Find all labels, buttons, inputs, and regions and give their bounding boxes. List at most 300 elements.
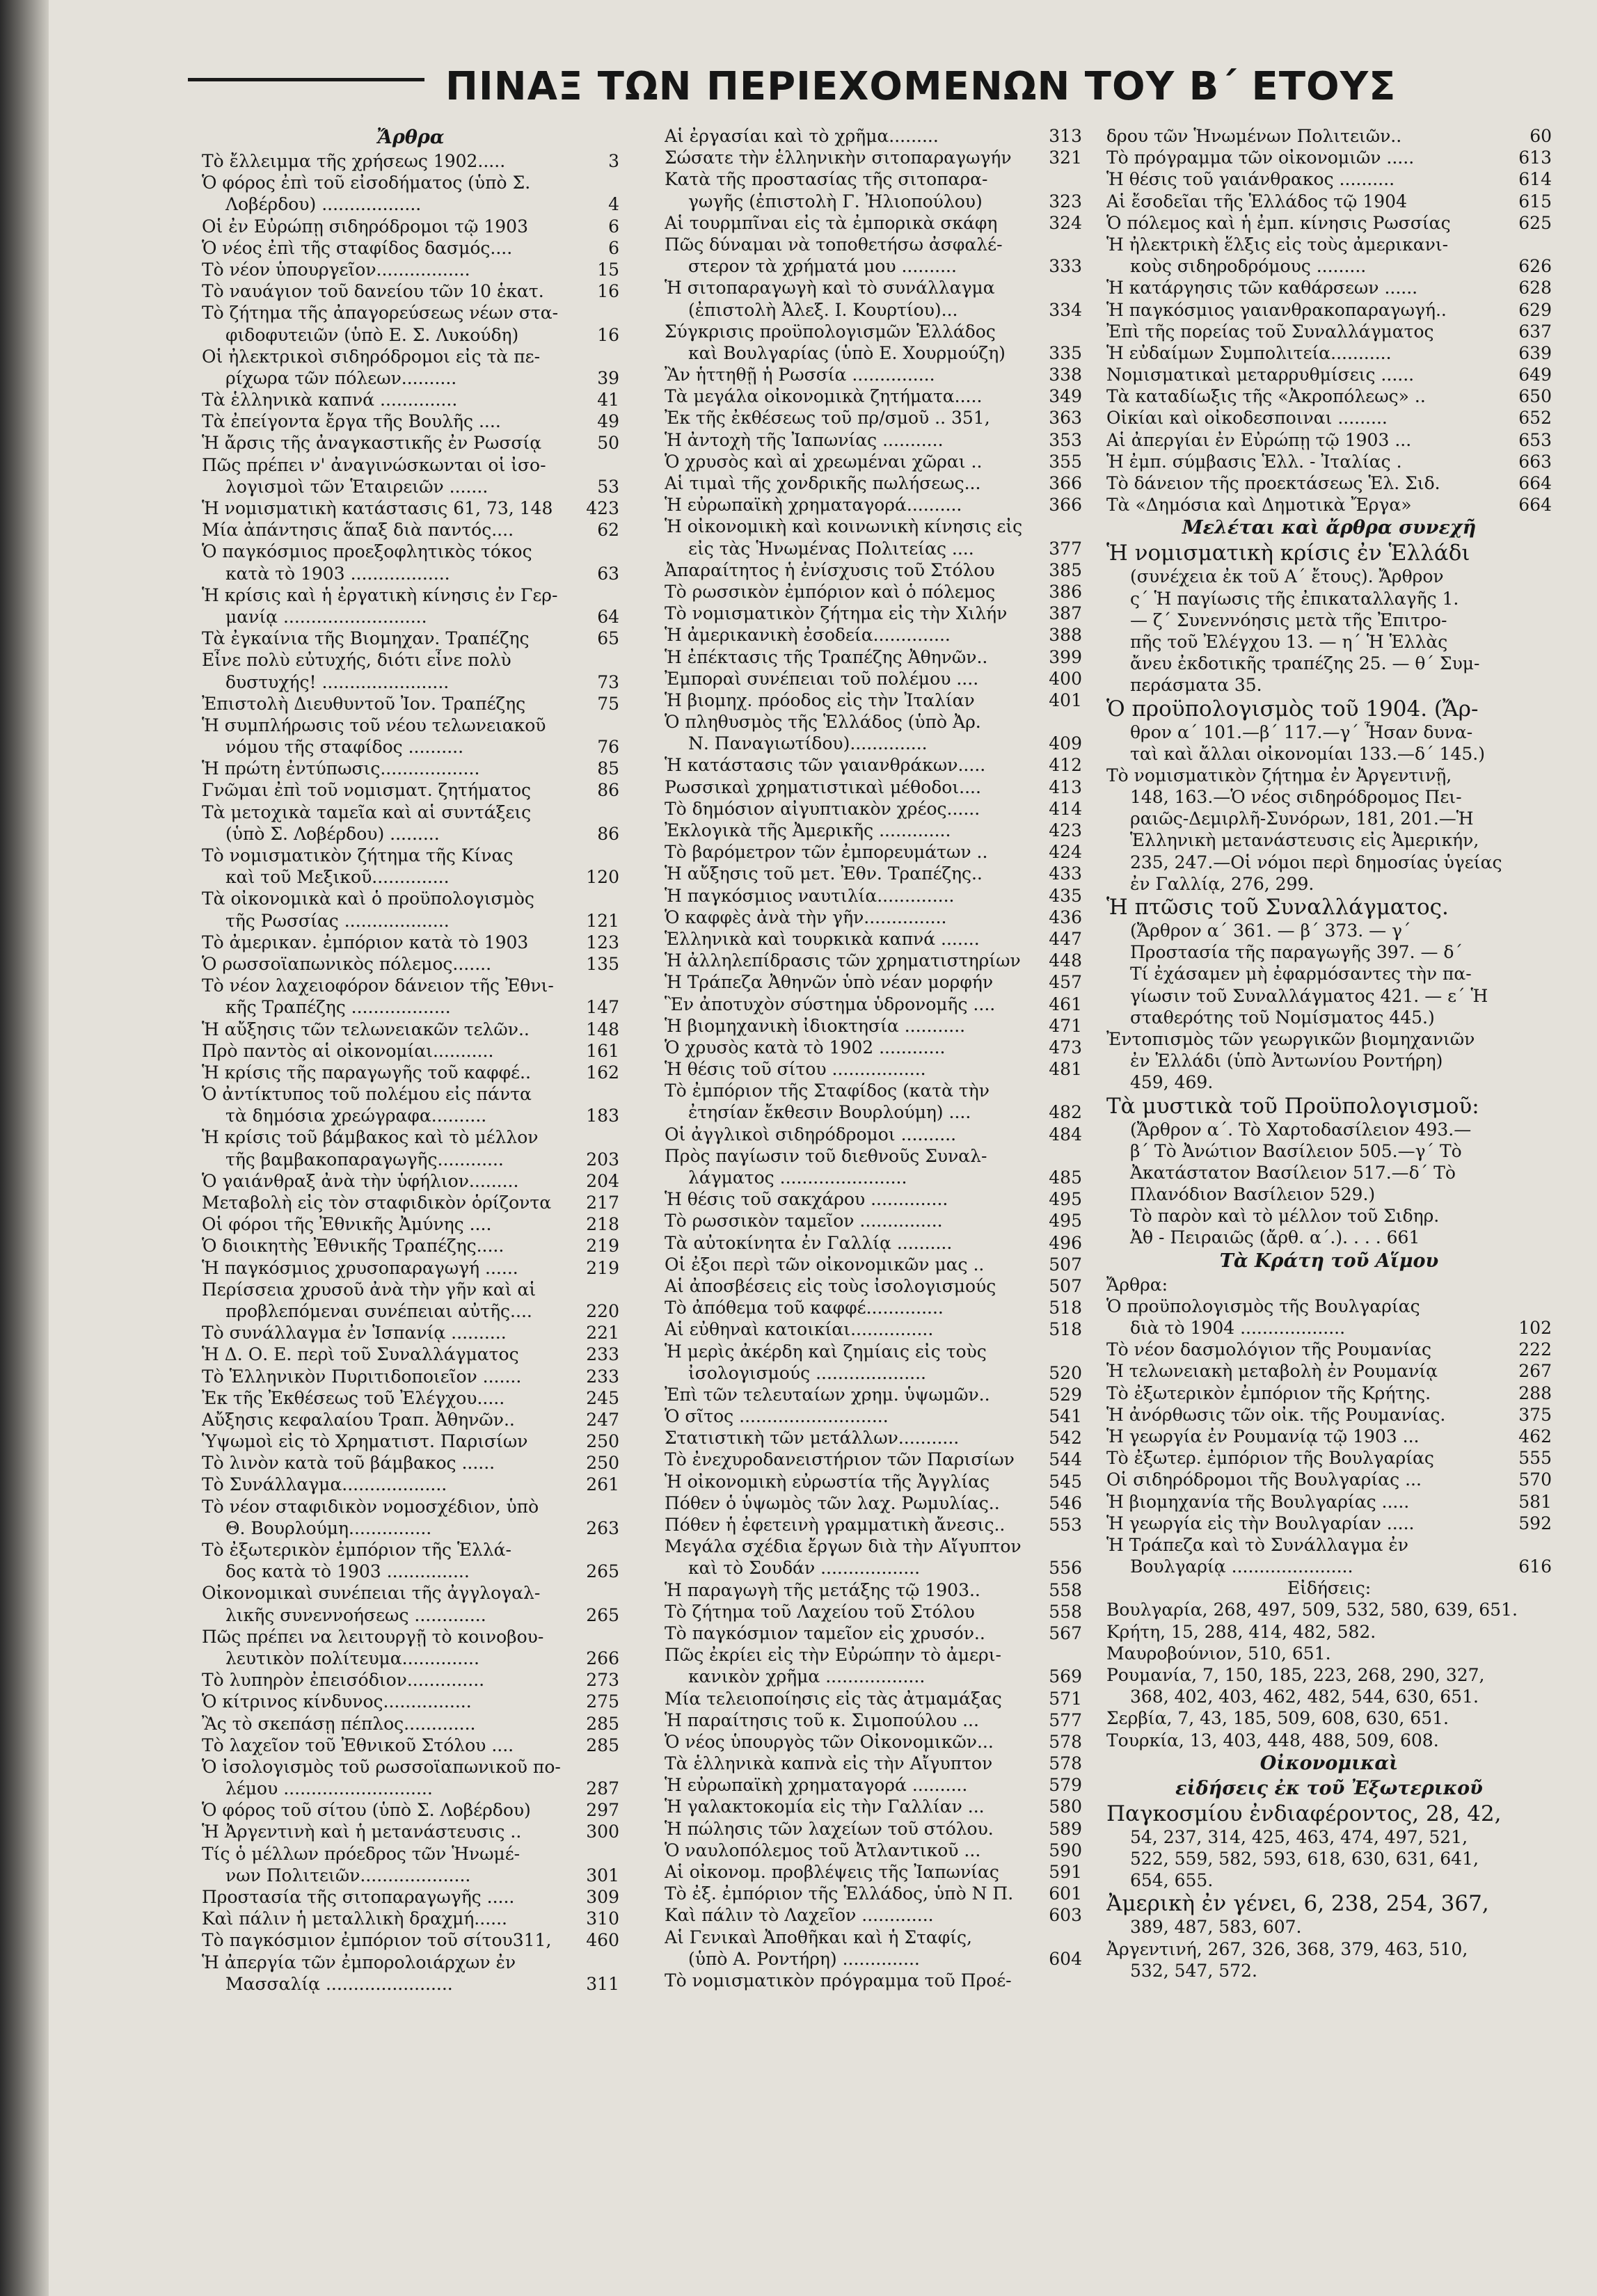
entry-title: Ἡ βιομηχανία τῆς Βουλγαρίας ..... bbox=[1106, 1491, 1410, 1512]
entry-title: Ὁ ἰσολογισμὸς τοῦ ρωσσοϊαπωνικοῦ πο- bbox=[202, 1756, 561, 1777]
entry-page: 581 bbox=[1518, 1491, 1552, 1512]
entry-page: 287 bbox=[586, 1778, 619, 1799]
toc-entry bbox=[202, 1865, 619, 1886]
entry-title: Ἀπαραίτητος ἡ ἐνίσχυσις τοῦ Στόλου bbox=[665, 559, 995, 580]
text-line: Τὸ νομισματικὸν ζήτημα ἐν Ἀργεντινῇ, bbox=[1106, 765, 1452, 786]
toc-entry bbox=[665, 1883, 1082, 1904]
toc-list-col3 bbox=[1106, 125, 1552, 516]
toc-entry bbox=[202, 715, 619, 736]
toc-entry bbox=[202, 1409, 619, 1430]
toc-entry bbox=[202, 193, 619, 215]
entry-page: 401 bbox=[1049, 689, 1082, 710]
toc-entry bbox=[202, 1908, 619, 1929]
toc-entry bbox=[665, 1384, 1082, 1405]
entry-title: Ἡ τελωνειακὴ μεταβολὴ ἐν Ρουμανίᾳ bbox=[1106, 1361, 1438, 1382]
toc-entry bbox=[202, 802, 619, 823]
entry-title: Τὸ νομισματικὸν πρόγραμμα τοῦ Προέ- bbox=[665, 1970, 1012, 1991]
entry-page: 447 bbox=[1049, 928, 1082, 949]
entry-title: Ἡ ἀντοχὴ τῆς Ἰαπωνίας ........... bbox=[665, 429, 944, 450]
text-line: Ἐντοπισμὸς τῶν γεωργικῶν βιομηχανιῶν bbox=[1106, 1028, 1475, 1049]
entry-page: 507 bbox=[1049, 1275, 1082, 1296]
toc-entry bbox=[665, 407, 1082, 429]
entry-title: Τὰ «Δημόσια καὶ Δημοτικὰ Ἔργα» bbox=[1106, 495, 1412, 516]
toc-entry bbox=[665, 234, 1082, 255]
entry-page: 604 bbox=[1049, 1948, 1082, 1969]
entry-title: Ὁ νέος ὑπουργὸς τῶν Οἰκονομικῶν... bbox=[665, 1731, 994, 1752]
toc-entry bbox=[1106, 472, 1552, 494]
text-line: Ἀργεντινή, 267, 326, 368, 379, 463, 510, bbox=[1106, 1938, 1468, 1959]
entry-page: 6 bbox=[608, 237, 619, 258]
entry-page: 204 bbox=[586, 1170, 619, 1191]
entry-page: 53 bbox=[597, 476, 619, 497]
entry-page: 471 bbox=[1049, 1015, 1082, 1036]
entry-title: Προστασία τῆς σιτοπαραγωγῆς ..... bbox=[202, 1887, 515, 1907]
toc-entry bbox=[202, 1539, 619, 1561]
entry-title: Οἱ ἐν Εὐρώπῃ σιδηρόδρομοι τῷ 1903 bbox=[202, 216, 528, 237]
text-line: Τουρκία, 13, 403, 448, 488, 509, 608. bbox=[1106, 1730, 1439, 1751]
entry-title: Ἡ κατάστασις τῶν γαιανθράκων..... bbox=[665, 755, 986, 776]
entry-title: Ὁ φόρος ἐπὶ τοῦ εἰσοδήματος (ὑπὸ Σ. bbox=[202, 173, 531, 193]
toc-entry bbox=[665, 1101, 1082, 1123]
toc-entry bbox=[1106, 168, 1552, 190]
entry-page: 353 bbox=[1049, 429, 1082, 450]
entry-page: 285 bbox=[586, 1713, 619, 1734]
toc-entry bbox=[1106, 1296, 1552, 1317]
entry-title: νων Πολιτειῶν.................... bbox=[225, 1865, 471, 1886]
text-line: περάσματα 35. bbox=[1130, 675, 1262, 696]
toc-entry bbox=[1106, 1426, 1552, 1447]
toc-entry bbox=[665, 125, 1082, 147]
toc-entry bbox=[1106, 1317, 1552, 1339]
entry-page: 288 bbox=[1518, 1382, 1552, 1403]
toc-entry bbox=[1106, 1556, 1552, 1577]
entry-title: Τὸ παγκόσμιον ταμεῖον εἰς χρυσόν.. bbox=[665, 1623, 985, 1643]
toc-entry bbox=[202, 1626, 619, 1648]
entry-page: 60 bbox=[1530, 126, 1552, 146]
entry-title: Αἱ εὐθηναὶ κατοικίαι............... bbox=[665, 1319, 934, 1340]
entry-page: 461 bbox=[1049, 994, 1082, 1014]
entry-title: καὶ Βουλγαρίας (ὑπὸ Ε. Χουρμούζη) bbox=[688, 342, 1006, 363]
toc-entry bbox=[1106, 147, 1552, 168]
entry-page: 664 bbox=[1518, 473, 1552, 493]
text-line: ἄνευ ἐκδοτικῆς τραπέζης 25. — θ΄ Συμ- bbox=[1130, 653, 1480, 674]
entry-title: Ἡ πρώτη ἐντύπωσις.................. bbox=[202, 758, 480, 779]
entry-title: Αὔξησις κεφαλαίου Τραπ. Ἀθηνῶν.. bbox=[202, 1409, 515, 1430]
entry-page: 495 bbox=[1049, 1211, 1082, 1231]
entry-title: Ἐπὶ τῶν τελευταίων χρημ. ὑψωμῶν.. bbox=[665, 1384, 990, 1405]
entry-title: Τὸ ἐμπόριον τῆς Σταφίδος (κατὰ τὴν bbox=[665, 1081, 990, 1101]
entry-page: 63 bbox=[597, 563, 619, 584]
text-line: Μαυροβούνιον, 510, 651. bbox=[1106, 1643, 1331, 1664]
toc-entry bbox=[665, 950, 1082, 971]
entry-page: 435 bbox=[1049, 885, 1082, 906]
entry-title: Ἡ ἄρσις τῆς ἀναγκαστικῆς ἐν Ρωσσίᾳ bbox=[202, 433, 542, 454]
balkans-list bbox=[1106, 1296, 1552, 1577]
entry-title: Αἱ οἰκονομ. προβλέψεις τῆς Ἰαπωνίας bbox=[665, 1862, 999, 1882]
entry-title: Τὸ ρωσσικὸν ταμεῖον ............... bbox=[665, 1211, 943, 1231]
toc-entry bbox=[665, 1731, 1082, 1753]
entry-page: 626 bbox=[1518, 256, 1552, 277]
entry-page: 65 bbox=[597, 628, 619, 649]
entry-title: Μασσαλίᾳ ....................... bbox=[225, 1973, 453, 1994]
text-line: Ἡ νομισματικὴ κρίσις ἐν Ἑλλάδι bbox=[1106, 541, 1470, 566]
entry-page: 433 bbox=[1049, 863, 1082, 884]
toc-entry bbox=[1106, 1513, 1552, 1534]
toc-entry bbox=[202, 1799, 619, 1821]
entry-page: 664 bbox=[1518, 495, 1552, 516]
entry-title: Ἡ ἀλληλεπίδρασις τῶν χρηματιστηρίων bbox=[665, 950, 1021, 971]
toc-entry bbox=[1106, 407, 1552, 429]
entry-page: 555 bbox=[1518, 1448, 1552, 1469]
text-line: Ἀκατάστατον Βασίλειον 517.—δ΄ Τὸ bbox=[1130, 1162, 1456, 1183]
entry-title: Τὰ αὐτοκίνητα ἐν Γαλλίᾳ .......... bbox=[665, 1232, 953, 1253]
entry-page: 462 bbox=[1518, 1426, 1552, 1446]
toc-entry bbox=[665, 1080, 1082, 1101]
entry-page: 400 bbox=[1049, 668, 1082, 689]
toc-entry bbox=[202, 1040, 619, 1062]
text-line: 522, 559, 582, 593, 618, 630, 631, 641, bbox=[1130, 1848, 1479, 1869]
toc-entry bbox=[665, 1362, 1082, 1384]
text-line: ταὶ καὶ ἄλλαι οἰκονομίαι 133.—δ΄ 145.) bbox=[1130, 743, 1485, 764]
toc-entry bbox=[202, 758, 619, 779]
entry-title: Ἡ αὔξησις τοῦ μετ. Ἐθν. Τραπέζης.. bbox=[665, 863, 983, 884]
economic-news-list bbox=[1106, 1801, 1552, 1982]
toc-entry bbox=[202, 1952, 619, 1973]
entry-title: Αἱ ἀποσβέσεις εἰς τοὺς ἰσολογισμούς bbox=[665, 1275, 996, 1296]
entry-page: 265 bbox=[586, 1604, 619, 1625]
entry-page: 16 bbox=[597, 324, 619, 345]
entry-page: 355 bbox=[1049, 451, 1082, 472]
entry-page: 73 bbox=[597, 671, 619, 692]
toc-entry bbox=[665, 1536, 1082, 1557]
entry-title: Περίσσεια χρυσοῦ ἀνὰ τὴν γῆν καὶ αἱ bbox=[202, 1279, 537, 1300]
toc-entry bbox=[202, 1561, 619, 1582]
toc-entry bbox=[665, 1579, 1082, 1601]
entry-title: Οἱ σιδηρόδρομοι τῆς Βουλγαρίας ... bbox=[1106, 1469, 1422, 1490]
entry-page: 221 bbox=[586, 1323, 619, 1344]
entry-page: 601 bbox=[1049, 1883, 1082, 1904]
entry-page: 590 bbox=[1049, 1840, 1082, 1860]
entry-page: 261 bbox=[586, 1474, 619, 1495]
entry-page: 386 bbox=[1049, 581, 1082, 602]
entry-title: Ἡ γαλακτοκομία εἰς τὴν Γαλλίαν ... bbox=[665, 1796, 985, 1817]
entry-title: Ἡ γεωργία ἐν Ρουμανίᾳ τῷ 1903 ... bbox=[1106, 1426, 1420, 1446]
toc-entry bbox=[202, 497, 619, 519]
toc-entry bbox=[665, 1514, 1082, 1536]
toc-entry bbox=[202, 1149, 619, 1170]
entry-title: Μία ἀπάντησις ἅπαξ διὰ παντός.... bbox=[202, 520, 514, 541]
toc-entry bbox=[665, 1058, 1082, 1080]
toc-entry bbox=[1106, 451, 1552, 472]
entry-title: Πῶς πρέπει ν' ἀναγινώσκωνται οἱ ἰσο- bbox=[202, 454, 546, 475]
entry-page: 309 bbox=[586, 1887, 619, 1907]
toc-entry bbox=[665, 1015, 1082, 1037]
text-line: ἐν Γαλλίᾳ, 276, 299. bbox=[1130, 873, 1314, 894]
toc-entry bbox=[665, 1297, 1082, 1318]
entry-page: 482 bbox=[1049, 1102, 1082, 1123]
entry-title: Ἡ κρίσις τοῦ βάμβακος καὶ τὸ μέλλον bbox=[202, 1127, 539, 1148]
toc-entry bbox=[665, 1688, 1082, 1709]
entry-page: 485 bbox=[1049, 1167, 1082, 1188]
entry-title: δος κατὰ τὸ 1903 ............... bbox=[225, 1561, 470, 1582]
entry-page: 300 bbox=[586, 1821, 619, 1842]
entry-title: κοὺς σιδηροδρόμους ......... bbox=[1130, 256, 1367, 277]
toc-entry bbox=[202, 1886, 619, 1908]
entry-title: Μεγάλα σχέδια ἔργων διὰ τὴν Αἴγυπτον bbox=[665, 1536, 1022, 1557]
entry-page: 589 bbox=[1049, 1818, 1082, 1839]
toc-entry bbox=[665, 516, 1082, 537]
entry-page: 616 bbox=[1518, 1556, 1552, 1577]
entry-title: Ὁ χρυσὸς καὶ αἱ χρεωμέναι χῶραι .. bbox=[665, 451, 983, 472]
toc-entry bbox=[665, 321, 1082, 342]
entry-page: 460 bbox=[586, 1930, 619, 1951]
entry-page: 218 bbox=[586, 1214, 619, 1235]
toc-entry bbox=[665, 928, 1082, 950]
toc-entry bbox=[665, 820, 1082, 841]
entry-title: καὶ τοῦ Μεξικοῦ.............. bbox=[225, 867, 450, 888]
entry-title: Ἡ παγκόσμιος ναυτιλία.............. bbox=[665, 885, 955, 906]
entry-title: Ὁ χρυσὸς κατὰ τὸ 1902 ............ bbox=[665, 1037, 946, 1058]
toc-entry bbox=[665, 1948, 1082, 1970]
toc-entry bbox=[665, 1318, 1082, 1340]
entry-title: Ἡ κατάργησις τῶν καθάρσεων ...... bbox=[1106, 278, 1418, 298]
entry-title: λέμου ........................... bbox=[225, 1778, 433, 1799]
entry-page: 147 bbox=[586, 997, 619, 1018]
toc-entry bbox=[202, 1126, 619, 1148]
toc-entry bbox=[665, 494, 1082, 516]
toc-entry bbox=[202, 1083, 619, 1105]
entry-title: Ἡ κρίσις τῆς παραγωγῆς τοῦ καφφέ.. bbox=[202, 1062, 531, 1083]
toc-entry bbox=[202, 693, 619, 715]
text-line: 235, 247.—Οἱ νόμοι περὶ δημοσίας ὑγείας bbox=[1130, 852, 1502, 872]
toc-entry bbox=[665, 342, 1082, 364]
entry-title: Αἱ τιμαὶ τῆς χονδρικῆς πωλήσεως... bbox=[665, 473, 981, 493]
entry-title: Τὸ νέον δασμολόγιον τῆς Ρουμανίας bbox=[1106, 1339, 1431, 1360]
entry-page: 135 bbox=[586, 953, 619, 974]
entry-title: ἐτησίαν ἔκθεσιν Βουρλούμη) .... bbox=[688, 1102, 971, 1123]
entry-page: 546 bbox=[1049, 1492, 1082, 1513]
entry-title: Λοβέρδου) .................. bbox=[225, 194, 422, 215]
entry-page: 263 bbox=[586, 1517, 619, 1538]
entry-page: 220 bbox=[586, 1300, 619, 1321]
toc-entry bbox=[202, 1366, 619, 1387]
toc-entry bbox=[1106, 1534, 1552, 1556]
entry-page: 399 bbox=[1049, 646, 1082, 667]
section-heading-economic: Οἰκονομικαὶ bbox=[1260, 1752, 1399, 1774]
entry-page: 387 bbox=[1049, 603, 1082, 624]
entry-title: Οἰκίαι καὶ οἰκοδεσποιναι ......... bbox=[1106, 408, 1388, 429]
text-line: β΄ Τὸ Ἀνώτιον Βασίλειον 505.—γ΄ Τὸ bbox=[1130, 1140, 1462, 1161]
entry-title: Ὁ σῖτος ........................... bbox=[665, 1406, 889, 1427]
entry-page: 313 bbox=[1049, 126, 1082, 146]
entry-title: Ἐπὶ τῆς πορείας τοῦ Συναλλάγματος bbox=[1106, 321, 1434, 342]
text-line: — ζ΄ Συνεννόησις μετὰ τῆς Ἐπιτρο- bbox=[1130, 609, 1447, 630]
toc-entry bbox=[202, 1973, 619, 1995]
toc-list-col1 bbox=[202, 150, 619, 1995]
toc-entry bbox=[1106, 277, 1552, 298]
toc-entry bbox=[202, 1582, 619, 1604]
entry-page: 4 bbox=[608, 194, 619, 215]
entry-title: Τίς ὁ μέλλων πρόεδρος τῶν Ἡνωμέ- bbox=[202, 1843, 521, 1864]
entry-page: 41 bbox=[597, 390, 619, 410]
entry-title: Πόθεν ἡ ἐφετεινὴ γραμματικὴ ἄνεσις.. bbox=[665, 1515, 1006, 1535]
toc-entry bbox=[202, 1756, 619, 1778]
toc-entry bbox=[202, 367, 619, 389]
text-line: Ρουμανία, 7, 150, 185, 223, 268, 290, 327, bbox=[1106, 1665, 1485, 1685]
text-line: θρον α΄ 101.—β΄ 117.—γ΄ Ἦσαν δυνα- bbox=[1130, 722, 1473, 742]
toc-entry bbox=[665, 885, 1082, 907]
toc-entry bbox=[202, 1496, 619, 1517]
entry-title: Πρὸς παγίωσιν τοῦ διεθνοῦς Συναλ- bbox=[665, 1145, 987, 1166]
toc-entry bbox=[665, 1492, 1082, 1514]
entry-page: 76 bbox=[597, 737, 619, 758]
entry-title: Θ. Βουρλούμη............... bbox=[225, 1517, 432, 1538]
entry-page: 49 bbox=[597, 411, 619, 432]
toc-entry bbox=[202, 302, 619, 324]
entry-title: Σύγκρισις προϋπολογισμῶν Ἑλλάδος bbox=[665, 321, 996, 342]
entry-page: 301 bbox=[586, 1865, 619, 1886]
entry-title: Ἡ πώλησις τῶν λαχείων τοῦ στόλου. bbox=[665, 1818, 994, 1839]
entry-title: στερον τὰ χρήματά μου .......... bbox=[688, 256, 957, 277]
entry-page: 448 bbox=[1049, 950, 1082, 971]
entry-title: Τὸ ρωσσικὸν ἐμπόριον καὶ ὁ πόλεμος bbox=[665, 581, 996, 602]
entry-title: Τὸ δάνειον τῆς προεκτάσεως Ἑλ. Σιδ. bbox=[1106, 473, 1440, 493]
entry-page: 267 bbox=[1518, 1361, 1552, 1382]
entry-page: 15 bbox=[597, 259, 619, 280]
entry-page: 266 bbox=[586, 1648, 619, 1668]
entry-page: 423 bbox=[586, 498, 619, 518]
toc-entry bbox=[665, 1753, 1082, 1774]
entry-page: 120 bbox=[586, 867, 619, 888]
entry-title: Ἡ θέσις τοῦ σακχάρου .............. bbox=[665, 1189, 948, 1210]
entry-page: 64 bbox=[597, 606, 619, 627]
entry-title: Τὸ Συνάλλαγμα................... bbox=[202, 1474, 447, 1495]
entry-page: 481 bbox=[1049, 1059, 1082, 1080]
toc-entry bbox=[202, 432, 619, 454]
entry-title: Τὸ λινὸν κατὰ τοῦ βάμβακος ...... bbox=[202, 1453, 495, 1474]
entry-title: ἰσολογισμούς .................... bbox=[688, 1362, 927, 1383]
toc-entry bbox=[202, 1019, 619, 1040]
entry-title: Τὸ πρόγραμμα τῶν οἰκονομιῶν ..... bbox=[1106, 148, 1415, 168]
entry-title: δυστυχής! ....................... bbox=[225, 671, 450, 692]
section-heading-articles: Ἄρθρα bbox=[376, 127, 445, 148]
toc-entry bbox=[202, 1213, 619, 1235]
toc-entry bbox=[665, 255, 1082, 277]
toc-entry bbox=[202, 1344, 619, 1365]
entry-page: 553 bbox=[1049, 1515, 1082, 1535]
entry-page: 338 bbox=[1049, 365, 1082, 385]
entry-title: Ἡ παραίτησις τοῦ κ. Σιμοπούλου ... bbox=[665, 1709, 979, 1730]
entry-title: Μία τελειοποίησις εἰς τὰς ἀτμαμάξας bbox=[665, 1688, 1002, 1709]
entry-page: 250 bbox=[586, 1431, 619, 1452]
entry-page: 409 bbox=[1049, 733, 1082, 754]
toc-entry bbox=[202, 845, 619, 866]
toc-entry bbox=[1106, 212, 1552, 234]
entry-page: 219 bbox=[586, 1257, 619, 1278]
entry-page: 375 bbox=[1518, 1404, 1552, 1425]
entry-title: Τὸ Ἑλληνικὸν Πυριτιδοποιεῖον ....... bbox=[202, 1366, 522, 1387]
entry-title: Ἐκ τῆς Ἐκθέσεως τοῦ Ἐλέγχου..... bbox=[202, 1387, 505, 1408]
column-1 bbox=[202, 125, 619, 1995]
entry-page: 495 bbox=[1049, 1189, 1082, 1210]
text-line: ἐν Ἑλλάδι (ὑπὸ Ἀντωνίου Ροντήρη) bbox=[1130, 1051, 1443, 1071]
toc-entry bbox=[202, 628, 619, 649]
text-line: σταθερότης τοῦ Νομίσματος 445.) bbox=[1130, 1007, 1435, 1028]
entry-title: Αἱ ἔσοδεῖαι τῆς Ἑλλάδος τῷ 1904 bbox=[1106, 191, 1407, 212]
entry-title: Ἡ γεωργία εἰς τὴν Βουλγαρίαν ..... bbox=[1106, 1513, 1415, 1533]
entry-page: 591 bbox=[1049, 1862, 1082, 1882]
toc-entry bbox=[665, 668, 1082, 689]
toc-entry bbox=[202, 996, 619, 1018]
news-list bbox=[1106, 1599, 1552, 1751]
entry-page: 423 bbox=[1049, 820, 1082, 840]
entry-title: κῆς Τραπέζης .................. bbox=[225, 997, 451, 1018]
text-line: (Ἄρθρον α΄ 361. — β΄ 373. — γ΄ bbox=[1130, 920, 1411, 941]
toc-entry bbox=[665, 1861, 1082, 1883]
toc-entry bbox=[665, 1449, 1082, 1470]
entry-page: 385 bbox=[1049, 559, 1082, 580]
entry-page: 529 bbox=[1049, 1384, 1082, 1405]
toc-entry bbox=[202, 1517, 619, 1539]
toc-entry bbox=[1106, 299, 1552, 321]
toc-entry bbox=[665, 147, 1082, 168]
entry-page: 245 bbox=[586, 1387, 619, 1408]
title-rule bbox=[188, 78, 424, 81]
entry-title: Τὸ ναυάγιον τοῦ δανείου τῶν 10 ἑκατ. bbox=[202, 281, 544, 302]
entry-title: Ἡ Ἀργεντινὴ καὶ ἡ μετανάστευσις .. bbox=[202, 1821, 522, 1842]
toc-entry bbox=[202, 410, 619, 432]
entry-title: κανικὸν χρῆμα .................. bbox=[688, 1666, 925, 1687]
studies-list bbox=[1106, 541, 1552, 1248]
toc-entry bbox=[665, 1796, 1082, 1817]
entry-page: 324 bbox=[1049, 212, 1082, 233]
toc-entry bbox=[665, 1341, 1082, 1362]
entry-title: Ἡ οἰκονομικὴ καὶ κοινωνικὴ κίνησις εἰς bbox=[665, 516, 1023, 537]
entry-page: 203 bbox=[586, 1149, 619, 1170]
toc-entry bbox=[202, 671, 619, 693]
toc-entry bbox=[202, 975, 619, 996]
entry-title: Πῶς πρέπει να λειτουργῇ τὸ κοινοβου- bbox=[202, 1626, 544, 1647]
entry-title: Τὰ μεγάλα οἰκονομικὰ ζητήματα..... bbox=[665, 386, 983, 407]
toc-entry bbox=[202, 910, 619, 932]
text-line: 532, 547, 572. bbox=[1130, 1960, 1257, 1981]
entry-title: Τὰ οἰκονομικὰ καὶ ὁ προϋπολογισμὸς bbox=[202, 888, 534, 909]
entry-page: 39 bbox=[597, 367, 619, 388]
toc-entry bbox=[665, 1210, 1082, 1231]
text-line: Ἀθ - Πειραιῶς (ἄρθ. α΄.). . . . 661 bbox=[1130, 1227, 1420, 1248]
toc-entry bbox=[202, 1192, 619, 1213]
entry-title: Μεταβολὴ εἰς τὸν σταφιδικὸν ὁρίζοντα bbox=[202, 1193, 552, 1213]
entry-title: Ἡ ἀπεργία τῶν ἐμπορολοιάρχων ἐν bbox=[202, 1952, 516, 1972]
entry-title: Καὶ πάλιν τὸ Λαχεῖον ............. bbox=[665, 1905, 934, 1926]
text-line: (Ἄρθρον α΄. Τὸ Χαρτοδασίλειον 493.— bbox=[1130, 1119, 1472, 1140]
entry-title: Τὰ ἑλληνικὰ καπνὰ εἰς τὴν Αἴγυπτον bbox=[665, 1753, 993, 1774]
text-line: Ἑλληνικὴ μετανάστευσις εἰς Ἀμερικήν, bbox=[1130, 830, 1479, 851]
toc-entry bbox=[1106, 234, 1552, 255]
entry-page: 183 bbox=[586, 1106, 619, 1126]
toc-entry bbox=[1106, 1404, 1552, 1426]
toc-entry bbox=[665, 1427, 1082, 1449]
entry-page: 571 bbox=[1049, 1688, 1082, 1709]
toc-entry bbox=[1106, 385, 1552, 407]
entry-page: 250 bbox=[586, 1453, 619, 1474]
toc-entry bbox=[1106, 1491, 1552, 1513]
entry-page: 333 bbox=[1049, 256, 1082, 277]
entry-page: 311 bbox=[586, 1973, 619, 1994]
entry-title: Τὰ ἐγκαίνια τῆς Βιομηχαν. Τραπέζης bbox=[202, 628, 530, 649]
toc-entry bbox=[202, 779, 619, 801]
toc-entry bbox=[202, 324, 619, 346]
